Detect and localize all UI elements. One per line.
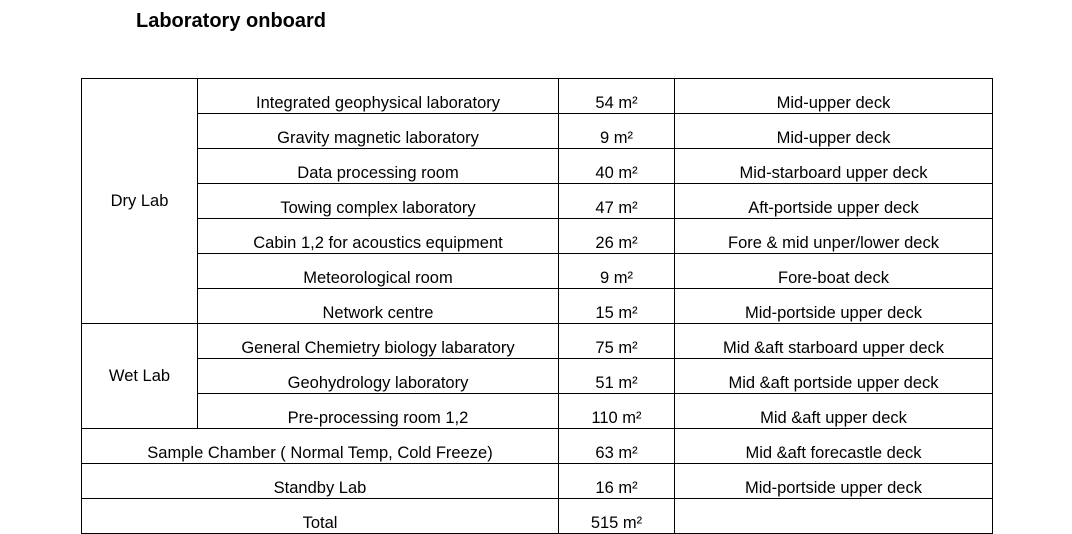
table-row	[82, 79, 993, 114]
table-row	[82, 464, 993, 499]
lab-name-cell: Cabin 1,2 for acoustics equipment	[198, 219, 559, 254]
lab-location-cell: Fore & mid unper/lower deck	[675, 219, 993, 254]
total-location-cell	[675, 499, 993, 534]
lab-name-cell: Data processing room	[198, 149, 559, 184]
lab-location-cell: Mid-upper deck	[675, 114, 993, 149]
lab-location-cell: Mid &aft starboard upper deck	[675, 324, 993, 359]
lab-area-cell: 16 m²	[559, 464, 675, 499]
page-title: Laboratory onboard	[136, 10, 327, 32]
lab-area-cell: 26 m²	[559, 219, 675, 254]
lab-location-cell: Mid &aft forecastle deck	[675, 429, 993, 464]
lab-area-cell: 110 m²	[559, 394, 675, 429]
table-row	[82, 219, 993, 254]
lab-area-cell: 9 m²	[559, 254, 675, 289]
lab-name-cell: Integrated geophysical laboratory	[198, 79, 559, 114]
table-row	[82, 429, 993, 464]
lab-location-cell: Mid-portside upper deck	[675, 289, 993, 324]
lab-location-cell: Mid-upper deck	[675, 79, 993, 114]
group-label-dry-lab: Dry Lab	[82, 79, 198, 324]
lab-name-cell: Gravity magnetic laboratory	[198, 114, 559, 149]
lab-area-cell: 15 m²	[559, 289, 675, 324]
lab-area-cell: 47 m²	[559, 184, 675, 219]
lab-location-cell: Aft-portside upper deck	[675, 184, 993, 219]
lab-area-cell: 9 m²	[559, 114, 675, 149]
lab-area-cell: 54 m²	[559, 79, 675, 114]
lab-name-cell: Pre-processing room 1,2	[198, 394, 559, 429]
lab-location-cell: Mid &aft portside upper deck	[675, 359, 993, 394]
lab-name-cell: General Chemietry biology labaratory	[198, 324, 559, 359]
table-row	[82, 254, 993, 289]
lab-area-cell: 40 m²	[559, 149, 675, 184]
lab-location-cell: Mid-starboard upper deck	[675, 149, 993, 184]
lab-location-cell: Mid-portside upper deck	[675, 464, 993, 499]
lab-name-cell: Meteorological room	[198, 254, 559, 289]
table-row	[82, 359, 993, 394]
lab-area-cell: 63 m²	[559, 429, 675, 464]
lab-area-cell: 51 m²	[559, 359, 675, 394]
lab-name-cell: Geohydrology laboratory	[198, 359, 559, 394]
table-row	[82, 324, 993, 359]
table-row	[82, 289, 993, 324]
table-row	[82, 114, 993, 149]
laboratory-table	[81, 78, 993, 534]
total-row	[82, 499, 993, 534]
table-row	[82, 149, 993, 184]
lab-location-cell: Fore-boat deck	[675, 254, 993, 289]
lab-name-cell: Standby Lab	[82, 464, 559, 499]
lab-location-cell: Mid &aft upper deck	[675, 394, 993, 429]
table-row	[82, 184, 993, 219]
lab-name-cell: Towing complex laboratory	[198, 184, 559, 219]
total-label-cell: Total	[82, 499, 559, 534]
total-area-cell: 515 m²	[559, 499, 675, 534]
group-label-wet-lab: Wet Lab	[82, 324, 198, 429]
lab-name-cell: Network centre	[198, 289, 559, 324]
lab-area-cell: 75 m²	[559, 324, 675, 359]
table-row	[82, 394, 993, 429]
lab-name-cell: Sample Chamber ( Normal Temp, Cold Freeze)	[82, 429, 559, 464]
